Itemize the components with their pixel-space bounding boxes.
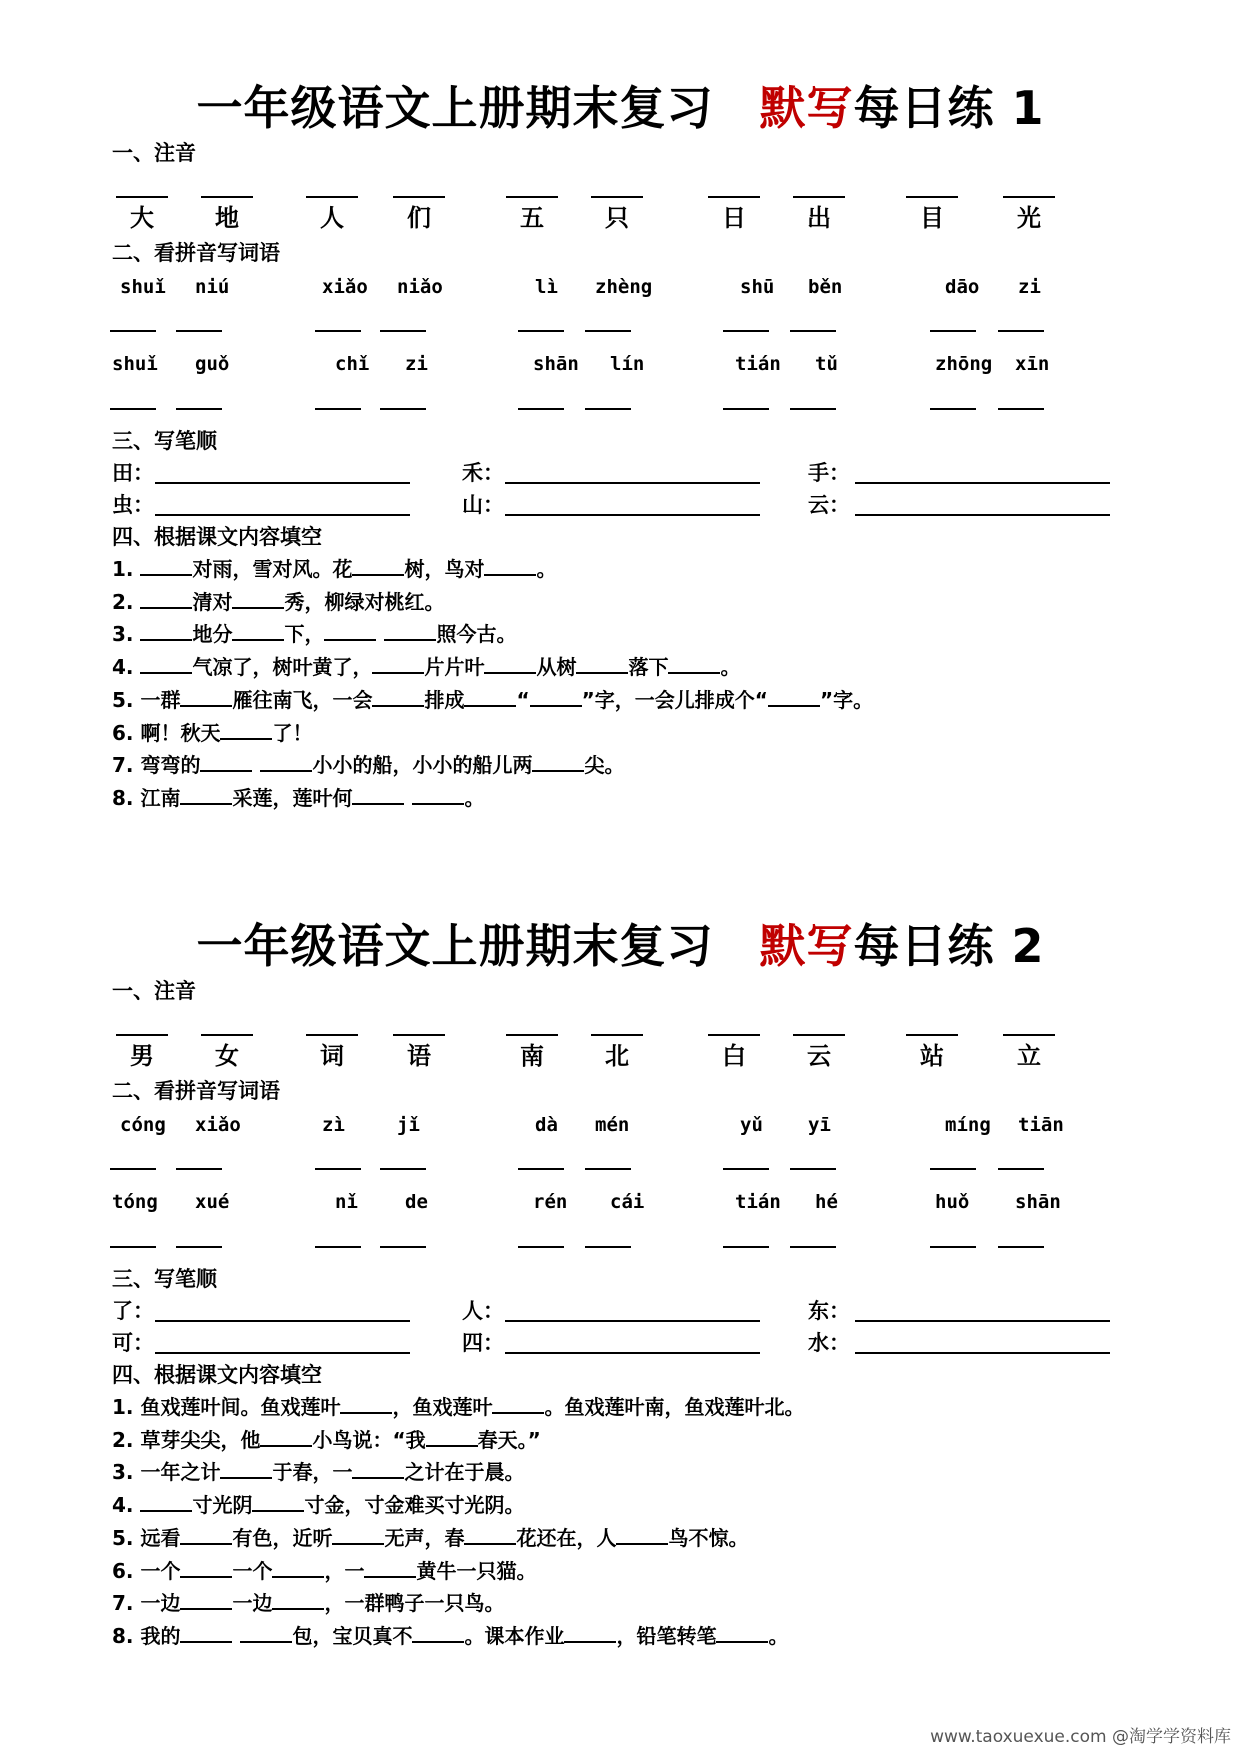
word-answer-line[interactable] [998, 1246, 1044, 1248]
word-answer-line[interactable] [723, 1168, 769, 1170]
pinyin-answer-line[interactable] [506, 1034, 558, 1036]
character-to-annotate: 人 [320, 204, 344, 232]
pinyin-label: zhèng [595, 276, 653, 298]
title-highlight: 默写 [759, 81, 854, 135]
stroke-character-label: 云： [808, 493, 850, 517]
word-answer-line[interactable] [380, 1168, 426, 1170]
fill-in-item: 5. 远看 有色，近听 无声，春 花还在，人 鸟不惊。 [112, 1525, 749, 1550]
footer-watermark: www.taoxuexue.com @淘学学资料库 [930, 1727, 1231, 1747]
fill-blank[interactable] [352, 785, 404, 805]
fill-blank[interactable] [340, 1394, 392, 1414]
word-answer-line[interactable] [315, 1168, 361, 1170]
character-to-annotate: 地 [215, 204, 239, 232]
pinyin-label: huǒ [935, 1191, 970, 1213]
stroke-character-label: 水： [808, 1331, 850, 1355]
fill-blank[interactable] [412, 1623, 464, 1643]
pinyin-label: shān [533, 353, 579, 375]
stroke-order-answer-line[interactable] [155, 514, 410, 516]
stroke-character-label: 东： [808, 1299, 850, 1323]
stroke-order-answer-line[interactable] [505, 1352, 760, 1354]
stroke-order-answer-line[interactable] [855, 1320, 1110, 1322]
fill-in-item: 8. 我的 包，宝贝真不 。课本作业 ，铅笔转笔 。 [112, 1623, 789, 1648]
pinyin-label: tián [735, 353, 781, 375]
fill-in-item: 6. 一个 一个 ，一 黄牛一只猫。 [112, 1558, 537, 1583]
fill-blank[interactable] [180, 1590, 232, 1610]
fill-blank[interactable] [412, 785, 464, 805]
fill-blank[interactable] [530, 687, 582, 707]
stroke-order-answer-line[interactable] [505, 1320, 760, 1322]
fill-blank[interactable] [180, 785, 232, 805]
fill-blank[interactable] [332, 1525, 384, 1545]
pinyin-answer-line[interactable] [708, 1034, 760, 1036]
pinyin-label: dà [535, 1114, 558, 1136]
character-to-annotate: 词 [320, 1042, 344, 1070]
stroke-order-answer-line[interactable] [155, 1352, 410, 1354]
word-answer-line[interactable] [518, 1246, 564, 1248]
section-heading: 四、根据课文内容填空 [112, 1363, 322, 1387]
pinyin-label: shuǐ [120, 276, 166, 298]
pinyin-label: dāo [945, 276, 980, 298]
pinyin-answer-line[interactable] [201, 196, 253, 198]
pinyin-label: běn [808, 276, 843, 298]
pinyin-answer-line[interactable] [793, 1034, 845, 1036]
word-answer-line[interactable] [585, 408, 631, 410]
stroke-order-answer-line[interactable] [155, 482, 410, 484]
fill-blank[interactable] [260, 752, 312, 772]
pinyin-label: zi [1018, 276, 1041, 298]
word-answer-line[interactable] [176, 1246, 222, 1248]
word-answer-line[interactable] [998, 408, 1044, 410]
fill-blank[interactable] [352, 556, 404, 576]
fill-blank[interactable] [272, 1590, 324, 1610]
word-answer-line[interactable] [930, 408, 976, 410]
pinyin-label: rén [533, 1191, 568, 1213]
fill-blank[interactable] [352, 1459, 404, 1479]
word-answer-line[interactable] [176, 330, 222, 332]
fill-in-item: 5. 一群 雁往南飞，一会 排成 “ ”字，一会儿排成个“ ”字。 [112, 687, 874, 712]
word-answer-line[interactable] [315, 1246, 361, 1248]
pinyin-label: niú [195, 276, 230, 298]
character-to-annotate: 男 [130, 1042, 154, 1070]
fill-blank[interactable] [372, 654, 424, 674]
fill-blank[interactable] [324, 621, 376, 641]
pinyin-answer-line[interactable] [116, 1034, 168, 1036]
pinyin-answer-line[interactable] [906, 196, 958, 198]
pinyin-label: mén [595, 1114, 630, 1136]
word-answer-line[interactable] [998, 1168, 1044, 1170]
stroke-character-label: 田： [112, 461, 154, 485]
character-to-annotate: 日 [722, 204, 746, 232]
word-answer-line[interactable] [380, 408, 426, 410]
fill-in-item: 3. 一年之计 于春，一 之计在于晨。 [112, 1460, 525, 1485]
pinyin-label: guǒ [195, 353, 230, 375]
fill-blank[interactable] [220, 720, 272, 740]
character-to-annotate: 白 [722, 1042, 746, 1070]
fill-blank[interactable] [140, 654, 192, 674]
stroke-character-label: 了： [112, 1299, 154, 1323]
pinyin-label: zi [405, 353, 428, 375]
pinyin-label: cái [610, 1191, 645, 1213]
character-to-annotate: 出 [807, 204, 831, 232]
stroke-order-answer-line[interactable] [855, 514, 1110, 516]
fill-blank[interactable] [426, 1427, 478, 1447]
word-answer-line[interactable] [110, 1168, 156, 1170]
pinyin-label: xiǎo [195, 1114, 241, 1136]
pinyin-label: shuǐ [112, 353, 158, 375]
fill-blank[interactable] [668, 654, 720, 674]
stroke-order-answer-line[interactable] [505, 482, 760, 484]
pinyin-answer-line[interactable] [393, 1034, 445, 1036]
fill-in-item: 6. 啊！秋天 了！ [112, 720, 313, 745]
character-to-annotate: 北 [605, 1042, 629, 1070]
word-answer-line[interactable] [723, 330, 769, 332]
fill-blank[interactable] [384, 621, 436, 641]
pinyin-answer-line[interactable] [1003, 196, 1055, 198]
fill-blank[interactable] [140, 1492, 192, 1512]
character-to-annotate: 目 [920, 204, 944, 232]
word-answer-line[interactable] [110, 408, 156, 410]
character-to-annotate: 站 [920, 1042, 944, 1070]
stroke-character-label: 可： [112, 1331, 154, 1355]
fill-blank[interactable] [140, 589, 192, 609]
fill-blank[interactable] [616, 1525, 668, 1545]
pinyin-label: xīn [1015, 353, 1050, 375]
pinyin-label: chǐ [335, 353, 370, 375]
fill-blank[interactable] [180, 1558, 232, 1578]
fill-blank[interactable] [464, 1525, 516, 1545]
fill-blank[interactable] [768, 687, 820, 707]
section-heading: 二、看拼音写词语 [112, 1079, 280, 1103]
fill-blank[interactable] [240, 1623, 292, 1643]
word-answer-line[interactable] [380, 330, 426, 332]
section-heading: 一、注音 [112, 141, 196, 165]
pinyin-label: tǔ [815, 353, 838, 375]
word-answer-line[interactable] [176, 1168, 222, 1170]
fill-blank[interactable] [576, 654, 628, 674]
word-answer-line[interactable] [998, 330, 1044, 332]
pinyin-label: xué [195, 1191, 230, 1213]
word-answer-line[interactable] [176, 408, 222, 410]
pinyin-answer-line[interactable] [906, 1034, 958, 1036]
fill-blank[interactable] [252, 1492, 304, 1512]
fill-blank[interactable] [140, 556, 192, 576]
character-to-annotate: 五 [520, 204, 544, 232]
fill-blank[interactable] [464, 687, 516, 707]
word-answer-line[interactable] [585, 1246, 631, 1248]
worksheet-title: 一年级语文上册期末复习 默写每日练 2 [196, 919, 1045, 973]
pinyin-answer-line[interactable] [506, 196, 558, 198]
pinyin-label: jǐ [397, 1114, 420, 1136]
character-to-annotate: 立 [1017, 1042, 1041, 1070]
pinyin-label: tiān [1018, 1114, 1064, 1136]
character-to-annotate: 们 [407, 204, 431, 232]
word-answer-line[interactable] [518, 330, 564, 332]
stroke-order-answer-line[interactable] [155, 1320, 410, 1322]
pinyin-label: nǐ [335, 1191, 358, 1213]
pinyin-label: xiǎo [322, 276, 368, 298]
pinyin-answer-line[interactable] [591, 196, 643, 198]
pinyin-label: zhōng [935, 353, 993, 375]
fill-blank[interactable] [716, 1623, 768, 1643]
pinyin-answer-line[interactable] [1003, 1034, 1055, 1036]
fill-blank[interactable] [372, 687, 424, 707]
word-answer-line[interactable] [790, 1246, 836, 1248]
fill-in-item: 4. 气凉了，树叶黄了， 片片叶 从树 落下 。 [112, 655, 741, 680]
fill-in-item: 2. 清对 秀，柳绿对桃红。 [112, 589, 445, 614]
character-to-annotate: 只 [605, 204, 629, 232]
word-answer-line[interactable] [790, 330, 836, 332]
character-to-annotate: 女 [215, 1042, 239, 1070]
word-answer-line[interactable] [518, 408, 564, 410]
word-answer-line[interactable] [110, 1246, 156, 1248]
fill-blank[interactable] [364, 1558, 416, 1578]
pinyin-label: de [405, 1191, 428, 1213]
fill-in-item: 2. 草芽尖尖，他 小鸟说：“我 春天。” [112, 1427, 541, 1452]
word-answer-line[interactable] [930, 330, 976, 332]
word-answer-line[interactable] [930, 1168, 976, 1170]
pinyin-label: shū [740, 276, 775, 298]
pinyin-answer-line[interactable] [708, 196, 760, 198]
stroke-character-label: 山： [462, 493, 504, 517]
stroke-character-label: 人： [462, 1299, 504, 1323]
character-to-annotate: 大 [130, 204, 154, 232]
fill-blank[interactable] [232, 589, 284, 609]
pinyin-label: zì [322, 1114, 345, 1136]
pinyin-label: tóng [112, 1191, 158, 1213]
word-answer-line[interactable] [585, 330, 631, 332]
fill-blank[interactable] [140, 621, 192, 641]
character-to-annotate: 光 [1017, 204, 1041, 232]
pinyin-answer-line[interactable] [393, 196, 445, 198]
fill-blank[interactable] [272, 1558, 324, 1578]
word-answer-line[interactable] [315, 408, 361, 410]
pinyin-answer-line[interactable] [306, 1034, 358, 1036]
word-answer-line[interactable] [380, 1246, 426, 1248]
fill-blank[interactable] [180, 1525, 232, 1545]
title-highlight: 默写 [759, 919, 854, 973]
section-heading: 四、根据课文内容填空 [112, 525, 322, 549]
pinyin-label: hé [815, 1191, 838, 1213]
fill-blank[interactable] [492, 1394, 544, 1414]
stroke-order-answer-line[interactable] [505, 514, 760, 516]
word-answer-line[interactable] [790, 408, 836, 410]
fill-in-item: 7. 弯弯的 小小的船，小小的船儿两 尖。 [112, 753, 625, 778]
fill-in-item: 1. 鱼戏莲叶间。鱼戏莲叶 ，鱼戏莲叶 。鱼戏莲叶南，鱼戏莲叶北。 [112, 1395, 805, 1419]
fill-blank[interactable] [260, 1427, 312, 1447]
stroke-order-answer-line[interactable] [855, 482, 1110, 484]
section-heading: 三、写笔顺 [112, 1267, 217, 1291]
fill-blank[interactable] [532, 752, 584, 772]
word-answer-line[interactable] [790, 1168, 836, 1170]
word-answer-line[interactable] [585, 1168, 631, 1170]
pinyin-label: lì [535, 276, 558, 298]
character-to-annotate: 语 [407, 1042, 431, 1070]
stroke-order-answer-line[interactable] [855, 1352, 1110, 1354]
stroke-character-label: 四： [462, 1331, 504, 1355]
pinyin-label: yī [808, 1114, 831, 1136]
section-heading: 一、注音 [112, 979, 196, 1003]
fill-blank[interactable] [564, 1623, 616, 1643]
pinyin-answer-line[interactable] [306, 196, 358, 198]
fill-blank[interactable] [220, 1459, 272, 1479]
fill-in-item: 1. 对雨，雪对风。花 树，鸟对 。 [112, 557, 557, 581]
pinyin-answer-line[interactable] [793, 196, 845, 198]
word-answer-line[interactable] [723, 408, 769, 410]
fill-in-item: 8. 江南 采莲，莲叶何 。 [112, 785, 485, 810]
fill-blank[interactable] [200, 752, 252, 772]
fill-blank[interactable] [484, 556, 536, 576]
stroke-character-label: 禾： [462, 461, 504, 485]
worksheet-title: 一年级语文上册期末复习 默写每日练 1 [196, 81, 1045, 135]
fill-blank[interactable] [180, 687, 232, 707]
pinyin-label: lín [610, 353, 645, 375]
word-answer-line[interactable] [110, 330, 156, 332]
fill-blank[interactable] [180, 1623, 232, 1643]
stroke-character-label: 虫： [112, 493, 154, 517]
section-heading: 三、写笔顺 [112, 429, 217, 453]
pinyin-answer-line[interactable] [591, 1034, 643, 1036]
fill-blank[interactable] [484, 654, 536, 674]
pinyin-answer-line[interactable] [201, 1034, 253, 1036]
fill-in-item: 4. 寸光阴 寸金，寸金难买寸光阴。 [112, 1493, 525, 1518]
pinyin-answer-line[interactable] [116, 196, 168, 198]
character-to-annotate: 云 [807, 1042, 831, 1070]
character-to-annotate: 南 [520, 1042, 544, 1070]
fill-in-item: 3. 地分 下， 照今古。 [112, 622, 517, 647]
word-answer-line[interactable] [930, 1246, 976, 1248]
pinyin-label: tián [735, 1191, 781, 1213]
pinyin-label: cóng [120, 1114, 166, 1136]
word-answer-line[interactable] [723, 1246, 769, 1248]
word-answer-line[interactable] [518, 1168, 564, 1170]
fill-in-item: 7. 一边 一边 ，一群鸭子一只鸟。 [112, 1591, 505, 1616]
pinyin-label: shān [1015, 1191, 1061, 1213]
fill-blank[interactable] [232, 621, 284, 641]
pinyin-label: yǔ [740, 1114, 763, 1136]
word-answer-line[interactable] [315, 330, 361, 332]
stroke-character-label: 手： [808, 461, 850, 485]
pinyin-label: míng [945, 1114, 991, 1136]
pinyin-label: niǎo [397, 276, 443, 298]
section-heading: 二、看拼音写词语 [112, 241, 280, 265]
